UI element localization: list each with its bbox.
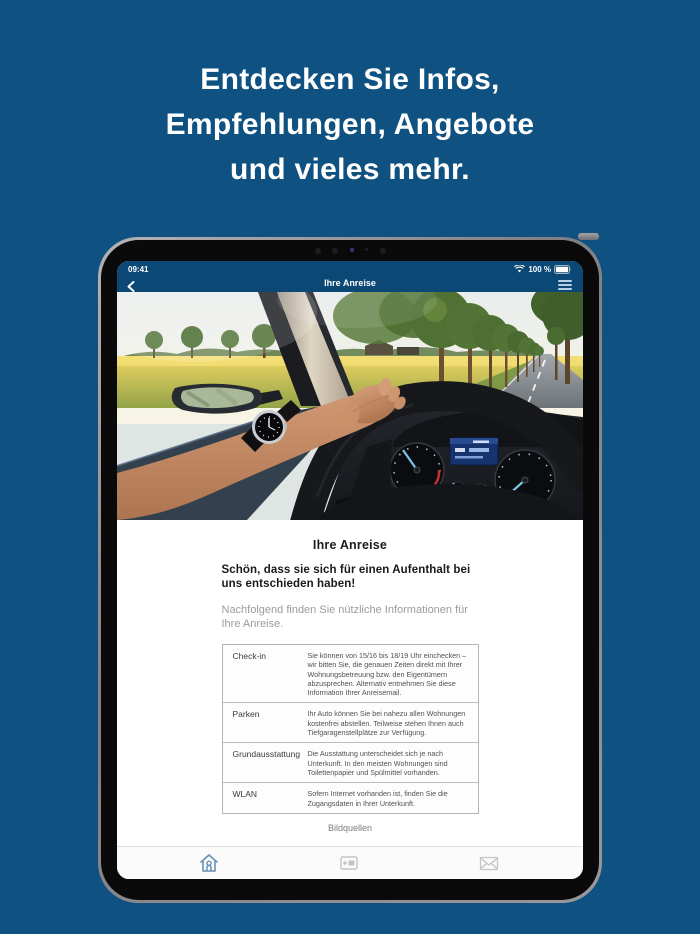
tab-home[interactable]: [198, 852, 222, 876]
page-content: [117, 538, 583, 833]
battery-percent: 100 %: [528, 264, 551, 274]
hero-line-1: Entdecken Sie Infos,: [200, 63, 500, 96]
table-row-parken: [223, 703, 478, 743]
wifi-icon: [514, 265, 525, 273]
row-text: Ihr Auto können Sie bei nahezu allen Wohnungen kostenfrei abstellen. Teilweise stehen Ihnen auch Tiefgaragenstellplätze zur Verfügung.: [307, 709, 466, 738]
nav-bar: [117, 277, 583, 292]
info-table: [222, 644, 479, 814]
content-heading: Ihre Anreise: [312, 538, 388, 552]
mail-icon: [478, 852, 500, 874]
row-text: Sofern Internet vorhanden ist, finden Sie die Zugangsdaten in Ihrer Unterkunft.: [307, 789, 448, 808]
row-text: Sie können von 15/16 bis 18/19 Uhr einchecken – wir bitten Sie, die genauen Zeiten direkt mit Ihrer Wohnungsbetreuung bzw. den Eigentümern abzusprechen. Alternativ entnehmen Sie diese Information Ihrer Anreisemail.: [307, 651, 467, 698]
table-row-grundausstattung: [223, 743, 478, 783]
row-text: Die Ausstattung unterscheidet sich je nach Unterkunft. In den meisten Wohnungen sind Toilettenpapier und Spülmittel vorhanden.: [307, 749, 448, 777]
status-bar: [117, 261, 583, 277]
front-camera-sensors: [101, 248, 599, 254]
battery-icon: [554, 265, 572, 274]
intro-text: Nachfolgend finden Sie nützliche Informationen für Ihre Anreise.: [221, 604, 468, 630]
hero-line-3: und vieles mehr.: [230, 153, 470, 186]
table-row-wlan: [223, 783, 478, 813]
tablet-device-frame: [98, 237, 602, 903]
device-power-button: [578, 233, 599, 240]
tab-mail[interactable]: [478, 852, 502, 876]
status-time: 09:41: [128, 264, 149, 274]
row-label: Check-in: [232, 651, 267, 661]
row-label: Parken: [232, 709, 260, 720]
tab-keycard[interactable]: [338, 852, 362, 876]
tab-bar: [117, 846, 583, 879]
nav-title: Ihre Anreise: [324, 278, 376, 288]
intro-bold-text: Schön, dass sie sich für einen Aufenthalt bei uns entschieden haben!: [221, 564, 471, 590]
home-icon: [198, 852, 220, 874]
table-row-checkin: [223, 645, 478, 703]
row-label: WLAN: [232, 789, 258, 800]
image-sources-link[interactable]: Bildquellen: [327, 822, 373, 833]
arrival-photo: [117, 292, 583, 520]
hamburger-menu-icon[interactable]: [558, 280, 572, 292]
row-label: Grundausstattung: [232, 749, 301, 760]
keycard-icon: [338, 852, 360, 874]
hero-line-2: Empfehlungen, Angebote: [165, 108, 535, 141]
app-screen: [117, 261, 583, 879]
hero-headline: [0, 57, 700, 192]
device-bezel: [101, 240, 599, 900]
